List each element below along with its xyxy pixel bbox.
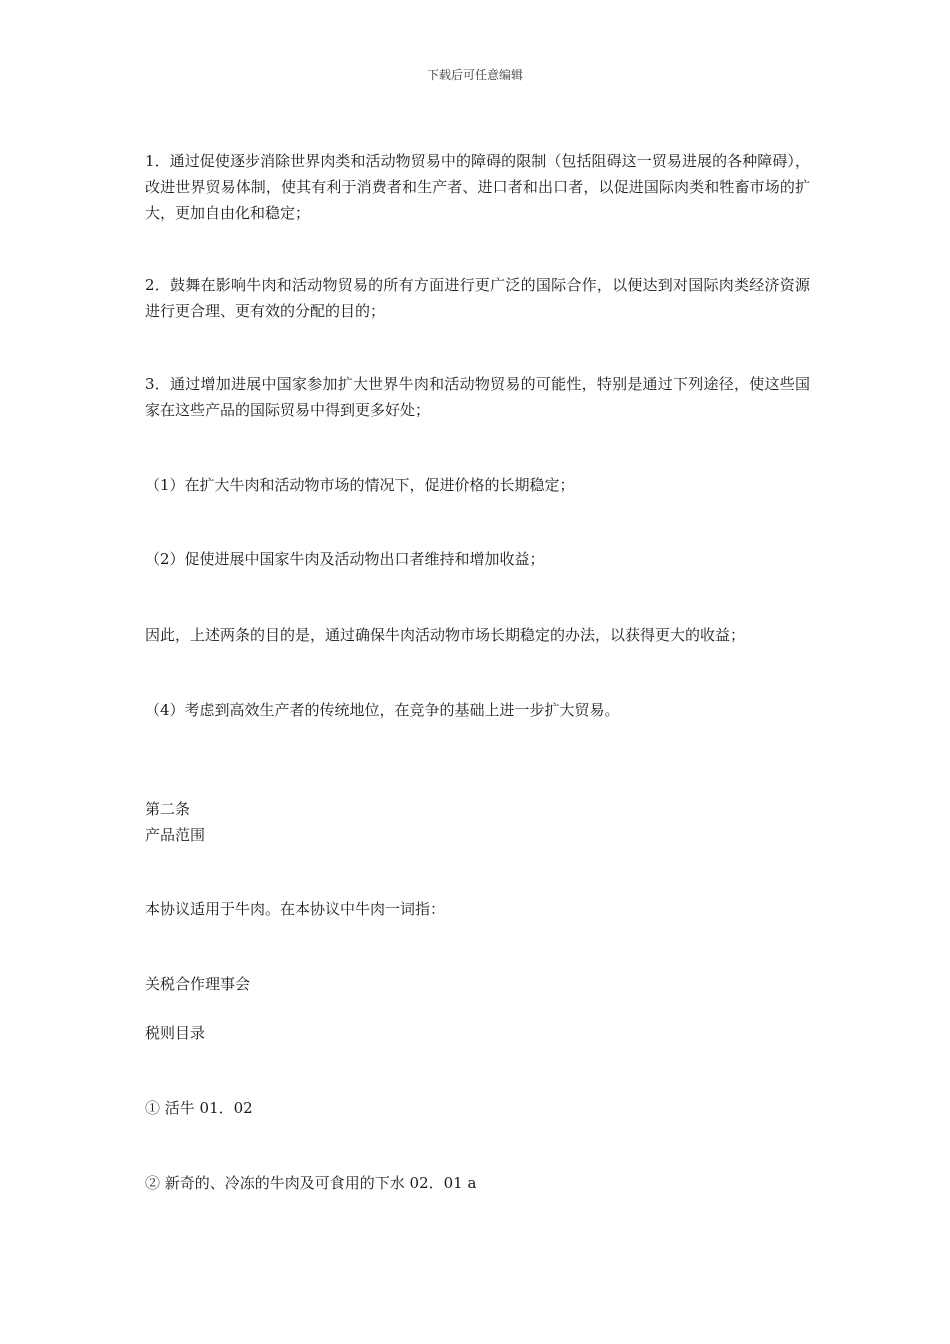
paragraph-item-2: （2）促使进展中国家牛肉及活动物出口者维持和增加收益；	[145, 550, 545, 568]
paragraph-objective-2: 2．鼓舞在影响牛肉和活动物贸易的所有方面进行更广泛的国际合作，以便达到对国际肉类经济资源进行更合理、更有效的分配的目的；	[145, 276, 810, 320]
paragraph-conclusion: 因此，上述两条的目的是，通过确保牛肉活动物市场长期稳定的办法，以获得更大的收益；	[145, 626, 746, 644]
paragraph-item-1: （1）在扩大牛肉和活动物市场的情况下，促进价格的长期稳定；	[145, 476, 575, 494]
article-heading: 第二条	[145, 800, 191, 818]
paragraph-scope: 本协议适用于牛肉。在本协议中牛肉一词指：	[145, 900, 446, 918]
article-title: 产品范围	[145, 826, 206, 844]
list-item-fresh-beef: ② 新奇的、冷冻的牛肉及可食用的下水 02．01 a	[145, 1174, 477, 1192]
list-item-live-cattle: ① 活牛 01．02	[145, 1099, 253, 1117]
paragraph-item-4: （4）考虑到高效生产者的传统地位，在竞争的基础上进一步扩大贸易。	[145, 701, 620, 719]
paragraph-tariff-catalog: 税则目录	[145, 1024, 206, 1042]
paragraph-objective-3: 3．通过增加进展中国家参加扩大世界牛肉和活动物贸易的可能性，特别是通过下列途径，使这些国家在这些产品的国际贸易中得到更多好处；	[145, 375, 810, 419]
page-header: 下载后可任意编辑	[426, 68, 523, 82]
paragraph-council: 关税合作理事会	[145, 975, 251, 993]
paragraph-objective-1: 1．通过促使逐步消除世界肉类和活动物贸易中的障碍的限制（包括阻碍这一贸易进展的各种障碍），改进世界贸易体制，使其有利于消费者和生产者、进口者和出口者，以促进国际肉类和牲畜市场的扩大，更加自由化和稳定；	[145, 152, 810, 222]
